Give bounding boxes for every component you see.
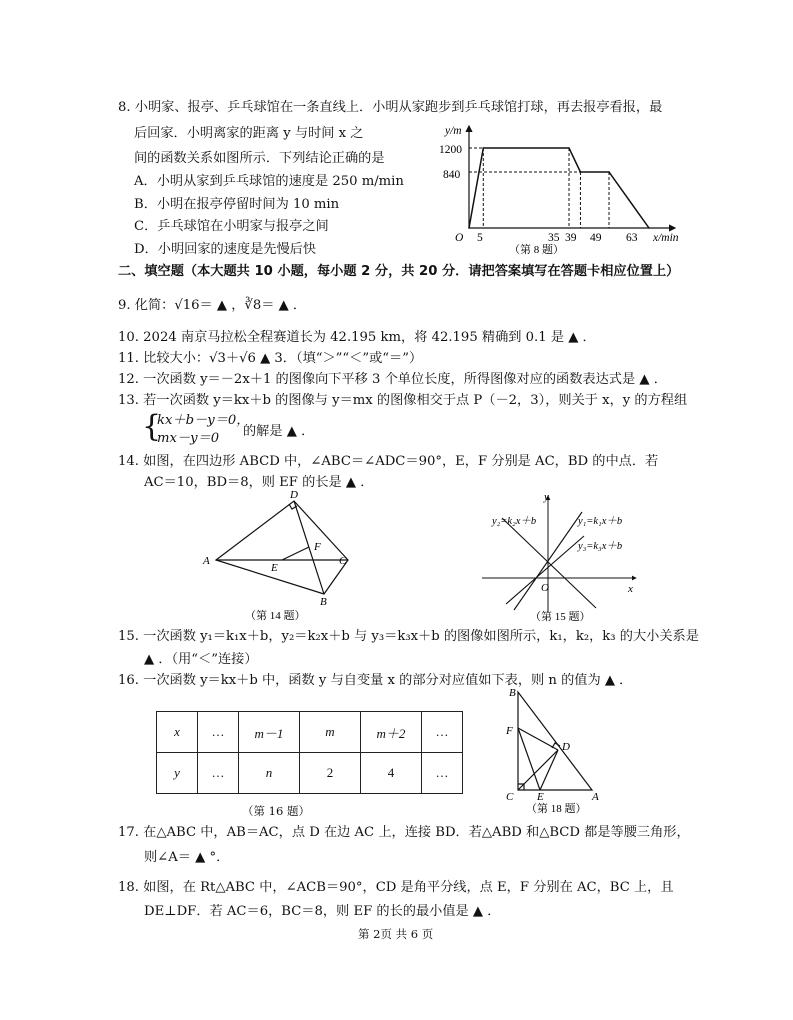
q8-point (580, 171, 582, 173)
table-row (157, 753, 463, 794)
q14-label-d: D (290, 489, 298, 501)
q14-label-f: F (314, 541, 321, 553)
q8-point (608, 171, 610, 173)
q14-label-e: E (271, 562, 278, 574)
q18-line2: DE⊥DF．若 AC＝6，BC＝8，则 EF 的长的最小值是 ▲ ． (144, 904, 501, 919)
q8-option-a: A．小明从家到乒乓球馆的速度是 250 m/min (134, 174, 404, 189)
q8-graph (425, 120, 695, 258)
q15-label-y3: y₃=k₃x＋b (578, 541, 623, 552)
q8-option-b: B．小明在报亭停留时间为 10 min (134, 197, 340, 212)
table-cell: n (239, 753, 300, 794)
q8-xtick-63: 63 (626, 232, 638, 244)
q18-figure (500, 688, 610, 816)
q14-label-c: C (339, 555, 347, 567)
q18-label-c: C (506, 791, 514, 803)
q8-origin: O (455, 232, 464, 244)
q16-line1: 16. 一次函数 y＝kx＋b 中，函数 y 与自变量 x 的部分对应值如下表，则 n 的值为 ▲ ． (118, 673, 633, 688)
table-cell: m＋2 (361, 712, 422, 753)
q8-option-d: D．小明回家的速度是先慢后快 (134, 242, 317, 257)
q8-series-line (469, 148, 649, 228)
q18-line1: 18. 如图，在 Rt△ABC 中，∠ACB＝90°，CD 是角平分线，点 E，F 分别在 AC，BC 上，且 (118, 880, 674, 895)
q15-caption: （第 15 题） (530, 611, 591, 623)
table-cell: … (198, 712, 239, 753)
table-row (157, 712, 463, 753)
q15-label-y1: y₁=k₁x＋b (578, 516, 623, 527)
table-cell: … (198, 753, 239, 794)
q8-caption: （第 8 题） (509, 244, 564, 256)
q9-text: 9. 化简：√16＝ ▲ ，∛8＝ ▲ ． (118, 298, 307, 313)
table-cell: 4 (361, 753, 422, 794)
q13-eq2: mx－y＝0 (157, 431, 220, 446)
q8-xtick-39: 39 (565, 232, 577, 244)
q13-eq1: kx＋b－y＝0， (157, 413, 250, 428)
q8-x-label: x/min (653, 232, 679, 244)
q18-label-a: A (592, 791, 599, 803)
q8-xtick-35: 35 (548, 232, 560, 244)
q18-label-b: B (509, 688, 516, 699)
q10-text: 10. 2024 南京马拉松全程赛道长为 42.195 km，将 42.195 精确到 0.1 是 ▲ ． (118, 330, 596, 345)
q8-y-label: y/m (445, 125, 462, 137)
q15-line1: 15. 一次函数 y₁＝k₁x＋b，y₂＝k₂x＋b 与 y₃＝k₃x＋b 的图像如图所示，k₁，k₂，k₃ 的大小关系是 (118, 629, 699, 644)
q14-label-a: A (203, 555, 210, 567)
q14-label-b: B (320, 596, 327, 608)
q12-text: 12. 一次函数 y＝－2x＋1 的图像向下平移 3 个单位长度，所得图像对应的函数表达式是 ▲ ． (118, 372, 667, 387)
q15-x-label: x (628, 583, 633, 595)
q15-figure (478, 490, 648, 625)
q8-point (648, 227, 650, 229)
q15-label-y2: y₂=k₂x＋b (492, 516, 537, 527)
q8-ytick-840: 840 (443, 169, 461, 181)
table-cell: 2 (300, 753, 361, 794)
q8-line2: 后回家．小明离家的距离 y 与时间 x 之 (134, 126, 364, 141)
q8-point (468, 227, 470, 229)
table-cell: m (300, 712, 361, 753)
q16-caption: （第 16 题） (242, 804, 310, 818)
q14-caption: （第 14 题） (245, 610, 306, 622)
q18-label-d: D (562, 741, 570, 753)
table-cell: y (157, 753, 198, 794)
q17-line2: 则∠A＝ ▲ °． (144, 850, 230, 865)
q15-origin: O (541, 582, 549, 594)
q18-caption: （第 18 题） (526, 803, 587, 815)
q15-y-label: y (544, 491, 549, 503)
q14-line2: AC＝10，BD＝8，则 EF 的长是 ▲ ． (144, 475, 374, 490)
q18-label-e: E (537, 791, 544, 803)
q15-line2: ▲ ．（用“＜”连接） (144, 652, 258, 667)
q8-point (568, 147, 570, 149)
section2-title: 二、填空题（本大题共 10 小题，每小题 2 分，共 20 分．请把答案填写在答题卡相应位置上） (118, 264, 680, 279)
table-cell: m－1 (239, 712, 300, 753)
q17-line1: 17. 在△ABC 中，AB＝AC，点 D 在边 AC 上，连接 BD．若△ABD 和△BCD 都是等腰三角形， (118, 825, 690, 840)
q8-point (482, 147, 484, 149)
q8-line1: 8. 小明家、报亭、乒乓球馆在一条直线上．小明从家跑步到乒乓球馆打球，再去报亭看报，最 (118, 100, 663, 115)
q13-tail: 的解是 ▲ ． (243, 424, 315, 439)
q18-label-f: F (506, 725, 513, 737)
q13-line1: 13. 若一次函数 y＝kx＋b 的图像与 y＝mx 的图像相交于点 P（－2，3），则关于 x，y 的方程组 (118, 393, 688, 408)
table-cell: … (422, 712, 463, 753)
table-cell: x (157, 712, 198, 753)
q8-ytick-1200: 1200 (439, 144, 462, 156)
q8-xtick-49: 49 (590, 232, 602, 244)
q14-line1: 14. 如图，在四边形 ABCD 中，∠ABC＝∠ADC＝90°，E，F 分别是 AC，BD 的中点．若 (118, 454, 659, 469)
q14-figure (200, 488, 360, 623)
q11-text: 11. 比较大小：√3＋√6 ▲ 3．（填“＞”“＜”或“＝”） (118, 351, 423, 366)
table-cell: … (422, 753, 463, 794)
q13-brace: { (142, 409, 162, 444)
page-footer: 第 2页 共 6 页 (358, 927, 434, 941)
q8-xtick-5: 5 (477, 232, 483, 244)
q16-table (156, 711, 463, 794)
q8-option-c: C．乒乓球馆在小明家与报亭之间 (134, 219, 329, 234)
q8-line3: 间的函数关系如图所示．下列结论正确的是 (134, 151, 385, 166)
